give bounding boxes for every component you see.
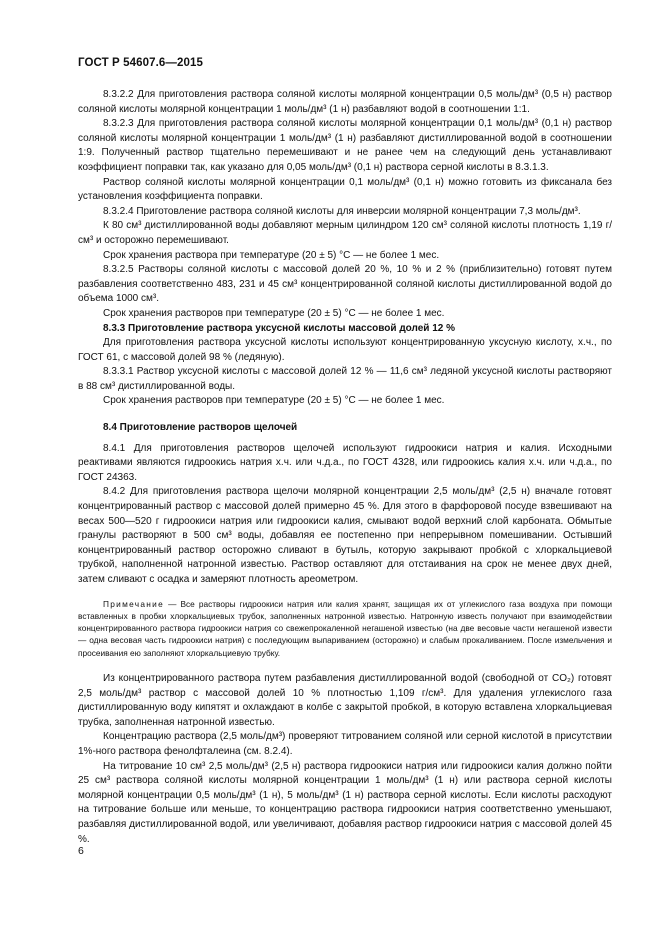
paragraph-concentration-check: Концентрацию раствора (2,5 моль/дм³) проверяют титрованием соляной или серной кислотой в присутствии 1%-ного раствора фенолфталеина (см. 8.2.4). — [78, 731, 612, 758]
paragraph-80-cm3: К 80 см³ дистиллированной воды добавляют мерным цилиндром 120 см³ соляной кислоты плотность 1,19 г/см³ и осторожно перемешивают. — [78, 220, 612, 246]
paragraph-dilution: Из концентрированного раствора путем разбавления дистиллированной водой (свободной от CO₂) готовят 2,5 моль/дм³ раствор с массовой долей 10 % плотностью 1,109 г/см³. Для удаления углекислого газа дистиллированную воду кипятят и охлаждают в колбе с закрытой пробкой, в которую вставлена хлоркальциевая трубка, заполненная натронной известью. — [78, 673, 612, 728]
document-header: ГОСТ Р 54607.6—2015 — [78, 57, 203, 69]
paragraph-8-3-2-3: 8.3.2.3 Для приготовления раствора соляной кислоты молярной концентрации 0,1 моль/дм³ (0,1 н) раствор соляной кислоты молярной концентрации 1 моль/дм³ (1 н) разбавляют дистиллированной водой в соотношении 1:9. Полученный раствор тщательно перемешивают и не ранее чем на следующий день устанавливают коэффициент поправки так, как указано для 0,05 моль/дм³ (0,1 н) раствора серной кислоты в 8.3.1.3. — [78, 118, 612, 173]
document-body — [78, 88, 612, 847]
paragraph-8-3-2-5: 8.3.2.5 Растворы соляной кислоты с массовой долей 20 %, 10 % и 2 % (приблизительно) готовят путем разбавления соответственно 483, 231 и 45 см³ концентрированной соляной кислоты дистиллированной водой до объема 1000 см³. — [78, 264, 612, 305]
paragraph-8-3-2-4: 8.3.2.4 Приготовление раствора соляной кислоты для инверсии молярной концентрации 7,3 моль/дм³. — [103, 205, 581, 217]
paragraph-storage-3: Срок хранения растворов при температуре (20 ± 5) °С — не более 1 мес. — [103, 395, 445, 407]
note-label: Примечание — [103, 598, 165, 609]
paragraph-storage-2: Срок хранения растворов при температуре (20 ± 5) °С — не более 1 мес. — [103, 307, 445, 319]
section-heading-8-4: 8.4 Приготовление растворов щелочей — [103, 422, 298, 434]
section-heading-8-3-3: 8.3.3 Приготовление раствора уксусной кислоты массовой долей 12 % — [103, 322, 456, 334]
paragraph-8-4-2: 8.4.2 Для приготовления раствора щелочи молярной концентрации 2,5 моль/дм³ (2,5 н) вначале готовят концентрированный раствор с массовой долей примерно 45 %. Для этого в фарфоровой посуде взвешивают на весах 500—520 г гидроокиси натрия или гидроокиси калия, смывают водой верхний слой карбоната. Обмытые гранулы растворяют в 500 см³ воды, добавляя ее постепенно при непрерывном помешивании. Остывший концентрированный раствор осторожно сливают в бутыль, которую закрывают пробкой с хлоркальциевой трубкой, наполненной натронной известью. Раствор оставляют для отстаивания на срок не менее двух дней, затем сливают с осадка и замеряют плотность ареометром. — [78, 486, 612, 585]
page-number: 6 — [78, 845, 84, 857]
paragraph-8-3-3-1: 8.3.3.1 Раствор уксусной кислоты с массовой долей 12 % — 11,6 см³ ледяной уксусной кислоты растворяют в 88 см³ дистиллированной воды. — [78, 366, 612, 392]
paragraph-fixanal: Раствор соляной кислоты молярной концентрации 0,1 моль/дм³ (0,1 н) можно готовить из фиксанала без установления коэффициента поправки. — [78, 176, 612, 203]
paragraph-8-4-1: 8.4.1 Для приготовления растворов щелочей используют гидроокиси натрия и калия. Исходными реактивами являются гидроокись натрия х.ч. или ч.д.а., по ГОСТ 4328, или гидроокись калия х.ч. или ч.д.а., по ГОСТ 24363. — [78, 442, 612, 483]
paragraph-storage-1: Срок хранения раствора при температуре (20 ± 5) °С — не более 1 мес. — [103, 249, 440, 261]
note-text: — Все растворы гидроокиси натрия или калия хранят, защищая их от углекислого газа воздуха при помощи вставленных в пробки хлоркальциевых трубок, заполненных натронной известью. Натронную известь получают при взаимодействии концентрированного раствора гидроокиси натрия со свежепрокаленной негашеной известью (на две весовые части негашеной извести — одна весовая часть гидроокиси натрия) с последующим выпариванием (осторожно) и слабым прокаливанием. После измельчения и просеивания ею заполняют хлоркальциевую трубку. — [78, 598, 612, 658]
paragraph-titration: На титрование 10 см³ 2,5 моль/дм³ (2,5 н) раствора гидроокиси натрия или гидроокиси калия должно пойти 25 см³ раствора соляной кислоты молярной концентрации 1 моль/дм³ (1 н) или раствора серной кислоты молярной концентрации 0,5 моль/дм³ (1 н), 5 моль/дм³ (1 н) раствора серной кислоты. Если кислоты расходуют на титрование больше или меньше, то концентрацию раствора гидроокиси натрия соответственно уменьшают, разбавляя дистиллированной водой, или увеличивают, добавляя раствор гидроокиси натрия с массовой долей 45 %. — [78, 760, 612, 845]
paragraph-acetic-acid: Для приготовления раствора уксусной кислоты используют концентрированную уксусную кислоту, х.ч., по ГОСТ 61, с массовой долей 98 % (ледяную). — [78, 337, 612, 363]
note — [78, 598, 612, 659]
paragraph-8-3-2-2: 8.3.2.2 Для приготовления раствора соляной кислоты молярной концентрации 0,5 моль/дм³ (0,5 н) раствор соляной кислоты молярной концентрации 1 моль/дм³ (1 н) разбавляют водой в соотношении 1:1. — [78, 89, 612, 115]
